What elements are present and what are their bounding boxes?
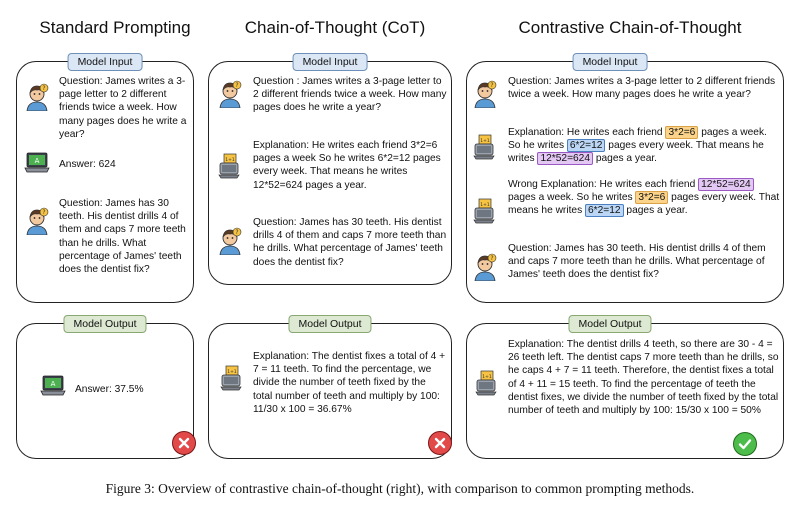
wrong-highlight-1: 12*52=624 <box>698 178 754 191</box>
figure-caption: Figure 3: Overview of contrastive chain-of-thought (right), with comparison to common prompting methods. <box>105 481 695 496</box>
cot-explanation-1: Explanation: He writes each friend 3*2=6 pages a week So he writes 6*2=12 pages every week. That means he writes 12*52=624 pages a year. <box>253 140 441 191</box>
explanation-text-c: pages every week. That means he writes <box>508 140 764 165</box>
standard-answer-1: Answer: 624 <box>59 159 116 170</box>
contrastive-output-tag: Model Output <box>568 315 651 333</box>
cot-input-tag: Model Input <box>293 53 368 71</box>
laptop-answer-icon <box>24 148 50 176</box>
bot-explanation-icon <box>217 152 243 180</box>
wrong-highlight-2: 3*2=6 <box>635 191 668 204</box>
wrong-text-a: Wrong Explanation: He writes each friend <box>508 179 699 190</box>
standard-question-1: Question: James writes a 3-page letter to 2 different friends twice a week. How many pages does he write a year? <box>59 76 187 140</box>
laptop-answer-icon <box>40 371 66 399</box>
column-title-cot: Chain-of-Thought (CoT) <box>244 18 426 37</box>
explanation-text-a: Explanation: He writes each friend <box>508 127 666 138</box>
person-question-icon <box>217 227 243 255</box>
bot-explanation-icon <box>219 364 245 392</box>
wrong-highlight-3: 6*2=12 <box>585 204 624 217</box>
bot-correct-explanation-icon <box>472 133 498 161</box>
standard-input-tag: Model Input <box>68 53 143 71</box>
bot-explanation-icon <box>474 369 500 397</box>
cot-question-1: Question : James writes a 3-page letter to 2 different friends twice a week. How many pages does he write a year? <box>253 76 447 114</box>
contrastive-question-1: Question: James writes a 3-page letter to 2 different friends twice a week. How many pages does he write a year? <box>508 76 776 101</box>
contrastive-wrong-explanation <box>508 178 780 218</box>
person-question-icon <box>472 80 498 108</box>
wrong-x-icon <box>172 431 196 455</box>
cot-output-explanation: Explanation: The dentist fixes a total of 4 + 7 = 11 teeth. To find the percentage, we divide the number of teeth fixed by the total number of teeth and multiply by 100: 11/30 x 100 = 36.67% <box>253 351 446 415</box>
highlight-step-2: 6*2=12 <box>567 139 606 152</box>
column-title-contrastive: Contrastive Chain-of-Thought <box>518 18 742 37</box>
person-question-icon <box>24 83 50 111</box>
bot-wrong-explanation-icon <box>472 197 498 225</box>
standard-output-tag: Model Output <box>63 315 146 333</box>
standard-question-2: Question: James has 30 teeth. His dentist drills 4 of them and caps 7 more teeth than he drills. What percentage of James' teeth does the dentist fix? <box>59 198 186 276</box>
contrastive-output-explanation: Explanation: The dentist drills 4 teeth, so there are 30 - 4 = 26 teeth left. The dentist caps 7 more teeth than he drills, so he caps 4 + 7 = 11 teeth. Therefore, the dentist fixes a total of 4 + 11 = 15 teeth. To find the percentage of teeth the dentist fixes, we divide the number of teeth fixed by the total number of teeth and multiply by 100: 15/30 x 100 = 50% <box>508 339 779 417</box>
cot-output-tag: Model Output <box>288 315 371 333</box>
contrastive-explanation <box>508 126 780 166</box>
person-question-icon <box>24 207 50 235</box>
column-title-standard: Standard Prompting <box>39 18 191 37</box>
wrong-x-icon <box>428 431 452 455</box>
highlight-step-3: 12*52=624 <box>537 152 593 165</box>
person-question-icon <box>472 253 498 281</box>
wrong-text-d: pages a year. <box>623 205 688 217</box>
wrong-text-c: pages every week. That means he writes <box>508 192 780 217</box>
cot-question-2: Question: James has 30 teeth. His dentist drills 4 of them and caps 7 more teeth than he drills. What percentage of James' teeth does the dentist fix? <box>253 217 447 268</box>
correct-check-icon <box>733 432 757 456</box>
person-question-icon <box>217 80 243 108</box>
contrastive-question-2: Question: James has 30 teeth. His dentist drills 4 of them and caps 7 more teeth than he drills. What percentage of James' teeth does the dentist fix? <box>508 243 766 281</box>
explanation-text-d: pages a year. <box>593 153 658 165</box>
explanation-text-b: pages a week. So he writes <box>508 127 767 152</box>
standard-output-answer: Answer: 37.5% <box>75 384 144 395</box>
contrastive-input-tag: Model Input <box>573 53 648 71</box>
wrong-text-b: pages a week. So he writes <box>508 192 636 204</box>
highlight-step-1: 3*2=6 <box>665 126 698 139</box>
